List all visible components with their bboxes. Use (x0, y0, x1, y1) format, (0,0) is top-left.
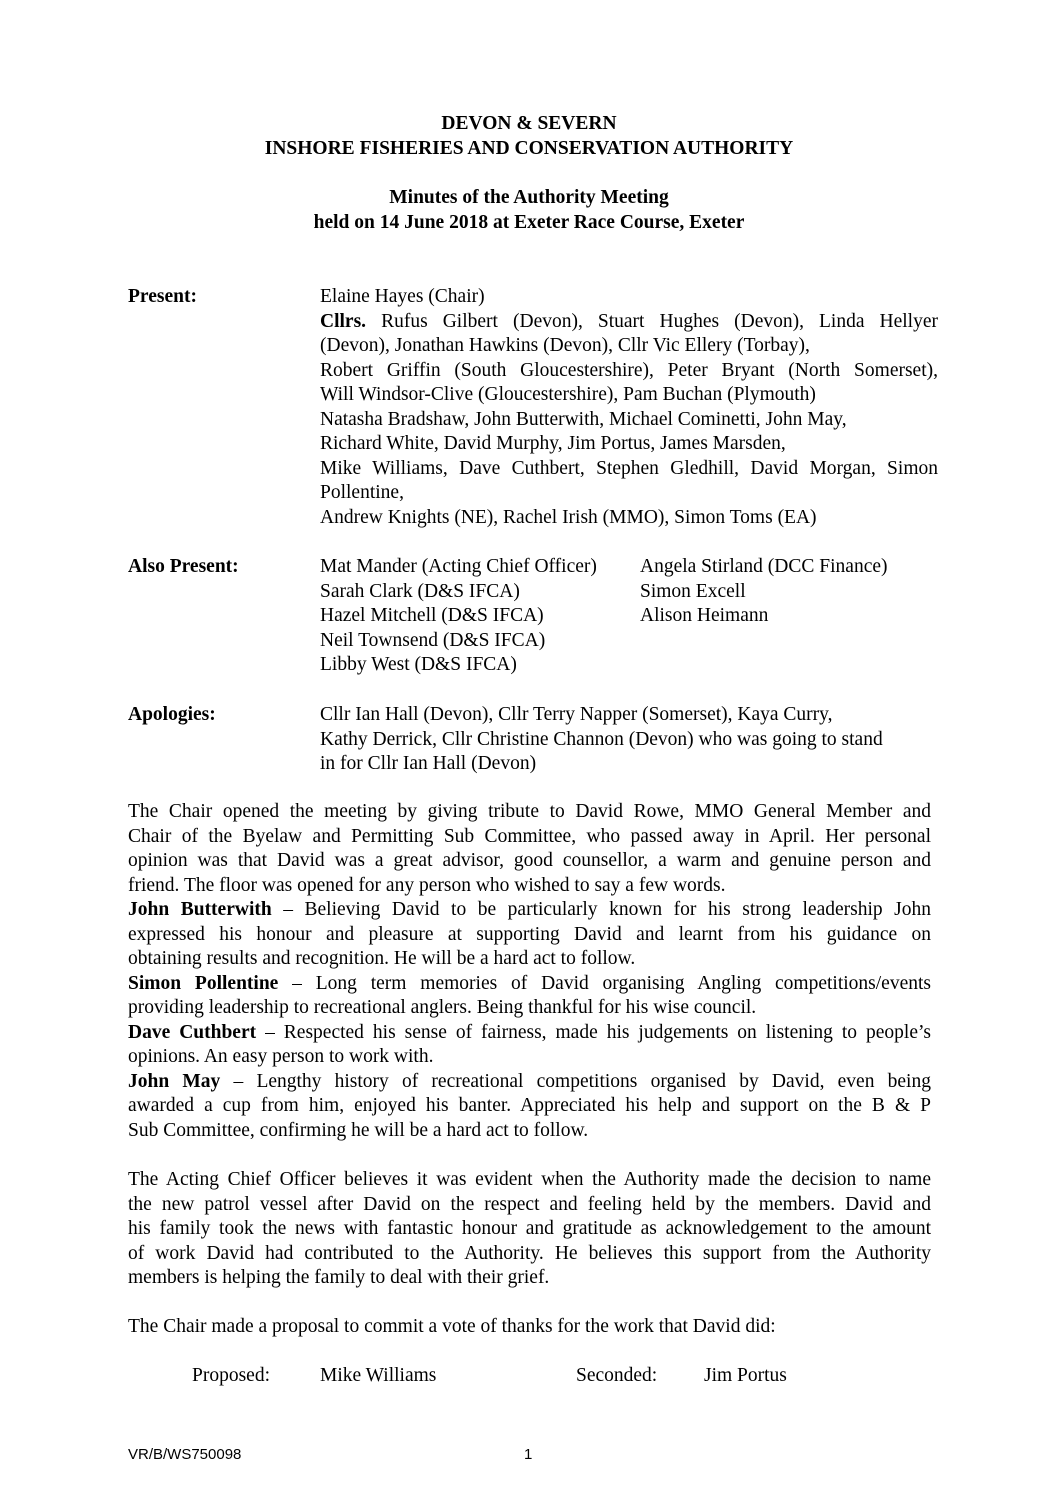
present-line: Natasha Bradshaw, John Butterwith, Michael Cominetti, John May, (320, 408, 847, 430)
also-present-label: Also Present: (128, 556, 239, 577)
page-number: 1 (524, 1446, 533, 1463)
speaker-name: John Butterwith (128, 899, 272, 920)
speaker-name: Simon Pollentine (128, 972, 279, 994)
acting-chief-paragraph (128, 1168, 931, 1291)
paragraph-line: expressed his honour and pleasure at supporting David and learnt from his guidance on (128, 923, 931, 945)
attendee: Alison Heimann (640, 605, 769, 626)
present-line: Cllrs. Rufus Gilbert (Devon), Stuart Hughes (Devon), Linda Hellyer (320, 310, 938, 332)
apologies-label: Apologies: (128, 704, 216, 725)
minutes-title-line2: held on 14 June 2018 at Exeter Race Course, Exeter (313, 212, 745, 233)
present-content (320, 285, 938, 530)
seconded-label: Seconded: (576, 1365, 658, 1386)
seconded-name: Jim Portus (704, 1365, 787, 1386)
present-label: Present: (128, 286, 197, 307)
cllrs-label: Cllrs. (320, 310, 367, 332)
speaker-name: Dave Cuthbert (128, 1021, 257, 1043)
paragraph-line: awarded a cup from him, enjoyed his banter. Appreciated his help and support on the B & P (128, 1095, 931, 1116)
present-line: Will Windsor-Clive (Gloucestershire), Pam Buchan (Plymouth) (320, 384, 816, 405)
present-line: (Devon), Jonathan Hawkins (Devon), Cllr Vic Ellery (Torbay), (320, 335, 810, 356)
speaker-line: Simon Pollentine – Long term memories of David organising Angling competitions/events (128, 972, 931, 994)
paragraph-line: friend. The floor was opened for any person who wished to say a few words. (128, 874, 726, 896)
paragraph-line: Sub Committee, confirming he will be a hard act to follow. (128, 1119, 589, 1141)
paragraph-line: his family took the news with fantastic honour and gratitude as acknowledgement to the amount (128, 1218, 931, 1239)
present-line: Richard White, David Murphy, Jim Portus, James Marsden, (320, 433, 786, 454)
speaker-line: John May – Lengthy history of recreational competitions organised by David, even being (128, 1070, 931, 1092)
paragraph-line: the new patrol vessel after David on the respect and feeling held by the members. David and (128, 1193, 931, 1215)
document-reference: VR/B/WS750098 (128, 1446, 242, 1463)
org-title-line1: DEVON & SEVERN (441, 113, 617, 134)
apologies-line: in for Cllr Ian Hall (Devon) (320, 753, 537, 774)
paragraph-line: The Chair opened the meeting by giving tribute to David Rowe, MMO General Member and (128, 801, 931, 822)
minutes-title-line1: Minutes of the Authority Meeting (389, 187, 669, 208)
speaker-line: Dave Cuthbert – Respected his sense of fairness, made his judgements on listening to people’s (128, 1021, 932, 1043)
paragraph-line: of work David had contributed to the Authority. He believes this support from the Authority (128, 1242, 931, 1264)
paragraph-line: Chair of the Byelaw and Permitting Sub Committee, who passed away in April. Her personal (128, 825, 931, 847)
paragraph-line: members is helping the family to deal with their grief. (128, 1267, 550, 1288)
proposal-line: The Chair made a proposal to commit a vote of thanks for the work that David did: (128, 1316, 776, 1337)
attendee: Neil Townsend (D&S IFCA) (320, 629, 546, 651)
attendee: Sarah Clark (D&S IFCA) (320, 580, 520, 602)
paragraph-line: providing leadership to recreational anglers. Being thankful for his wise council. (128, 997, 757, 1018)
proposal-paragraph (128, 1315, 931, 1340)
present-line: Pollentine, (320, 482, 404, 503)
present-line: Mike Williams, Dave Cuthbert, Stephen Gledhill, David Morgan, Simon (320, 457, 938, 479)
paragraph-line: The Acting Chief Officer believes it was evident when the Authority made the decision to name (128, 1169, 931, 1190)
attendee: Hazel Mitchell (D&S IFCA) (320, 605, 544, 626)
also-present-col2 (640, 555, 888, 629)
present-line: Robert Griffin (South Gloucestershire), Peter Bryant (North Somerset), (320, 359, 938, 381)
attendee: Mat Mander (Acting Chief Officer) (320, 556, 597, 577)
present-line: Andrew Knights (NE), Rachel Irish (MMO), Simon Toms (EA) (320, 506, 817, 528)
apologies-line: Cllr Ian Hall (Devon), Cllr Terry Napper (Somerset), Kaya Curry, (320, 704, 833, 725)
speaker-line: John Butterwith – Believing David to be particularly known for his strong leadership John (128, 899, 932, 920)
also-present-col1 (320, 555, 597, 678)
attendee: Libby West (D&S IFCA) (320, 654, 517, 675)
paragraph-line: opinion was that David was a great advisor, good counsellor, a warm and genuine person and (128, 850, 931, 871)
proposed-label: Proposed: (192, 1365, 270, 1386)
attendee: Angela Stirland (DCC Finance) (640, 556, 888, 577)
paragraph-line: obtaining results and recognition. He will be a hard act to follow. (128, 948, 636, 969)
proposed-name: Mike Williams (320, 1365, 437, 1386)
present-chair: Elaine Hayes (Chair) (320, 286, 485, 307)
speaker-name: John May (128, 1070, 221, 1092)
apologies-line: Kathy Derrick, Cllr Christine Channon (Devon) who was going to stand (320, 728, 883, 750)
apologies-content (320, 703, 938, 777)
paragraph-line: opinions. An easy person to work with. (128, 1046, 434, 1067)
tribute-paragraph (128, 800, 931, 1143)
attendee: Simon Excell (640, 580, 746, 602)
org-title-line2: INSHORE FISHERIES AND CONSERVATION AUTHORITY (264, 138, 794, 159)
